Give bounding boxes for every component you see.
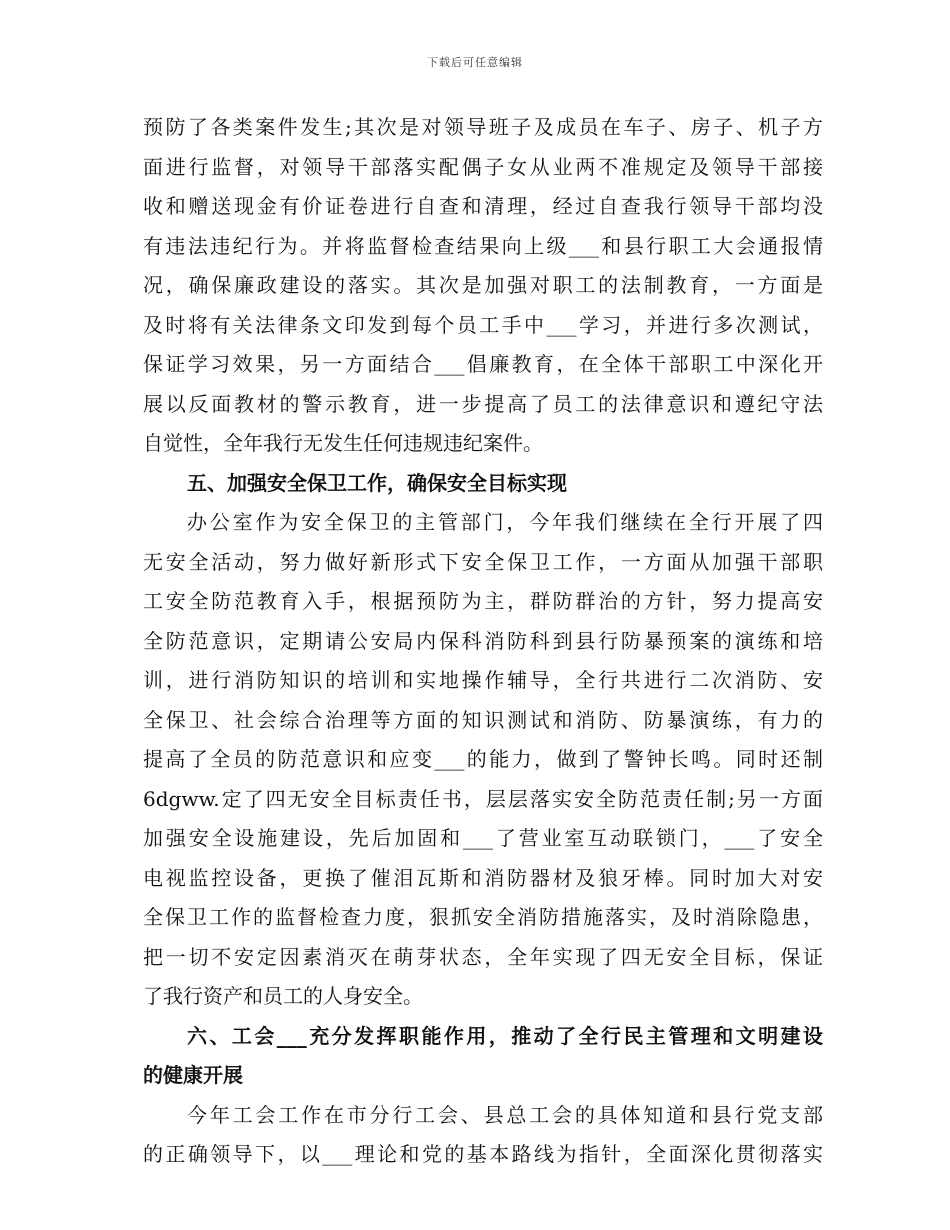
text-line: 了我行资产和员工的人身安全。 [143, 984, 423, 1008]
text-line: 无安全活动，努力做好新形式下安全保卫工作，一方面从加强干部职 [143, 549, 823, 574]
text-line: 今年工会工作在市分行工会、县总工会的具体知道和县行党支部 [187, 1102, 823, 1127]
text-line: 况，确保廉政建设的落实。其次是加强对职工的法制教育，一方面是 [143, 273, 823, 297]
text-line: 自觉性，全年我行无发生任何违规违纪案件。 [143, 431, 543, 455]
section-heading-6-cont: 的健康开展 [143, 1063, 243, 1087]
text-line: 电视监控设备，更换了催泪瓦斯和消防器材及狼牙棒。同时加大对安 [143, 865, 823, 890]
text-line: 加强安全设施建设，先后加固和___了营业室互动联锁门，___了安全 [143, 826, 823, 850]
text-line: 及时将有关法律条文印发到每个员工手中___学习，并进行多次测试， [143, 312, 823, 337]
section-heading-6: 六、工会___充分发挥职能作用，推动了全行民主管理和文明建设 [187, 1023, 823, 1048]
text-line: 训，进行消防知识的培训和实地操作辅导，全行共进行二次消防、安 [143, 668, 823, 692]
text-line: 提高了全员的防范意识和应变___的能力，做到了警钟长鸣。同时还制 [143, 747, 823, 771]
text-line: 面进行监督，对领导干部落实配偶子女从业两不准规定及领导干部接 [143, 154, 823, 179]
text-line: 全保卫工作的监督检查力度，狠抓安全消防措施落实，及时消除隐患， [143, 905, 823, 929]
text-line: 收和赠送现金有价证卷进行自查和清理，经过自查我行领导干部均没 [143, 194, 823, 218]
text-line: 保证学习效果，另一方面结合___倡廉教育，在全体干部职工中深化开 [143, 352, 823, 376]
text-line: 有违法违纪行为。并将监督检查结果向上级___和县行职工大会通报情 [143, 233, 823, 258]
text-line: 的正确领导下，以___理论和党的基本路线为指针，全面深化贯彻落实 [143, 1142, 823, 1166]
text-line: 6dgww.定了四无安全目标责任书，层层落实安全防范责任制;另一方面 [143, 786, 823, 811]
document-body [143, 108, 823, 1175]
text-line: 办公室作为安全保卫的主管部门，今年我们继续在全行开展了四 [187, 510, 823, 534]
text-line: 工安全防范教育入手，根据预防为主，群防群治的方针，努力提高安 [143, 589, 823, 613]
text-line: 把一切不安定因素消灭在萌芽状态，全年实现了四无安全目标，保证 [143, 944, 823, 969]
page-header-note: 下载后可任意编辑 [427, 56, 523, 69]
text-line: 展以反面教材的警示教育，进一步提高了员工的法律意识和遵纪守法 [143, 391, 823, 416]
text-line: 全保卫、社会综合治理等方面的知识测试和消防、防暴演练，有力的 [143, 707, 823, 732]
text-line: 预防了各类案件发生;其次是对领导班子及成员在车子、房子、机子方 [143, 115, 823, 139]
section-heading-5: 五、加强安全保卫工作，确保安全目标实现 [187, 470, 567, 495]
text-line: 全防范意识，定期请公安局内保科消防科到县行防暴预案的演练和培 [143, 628, 823, 653]
